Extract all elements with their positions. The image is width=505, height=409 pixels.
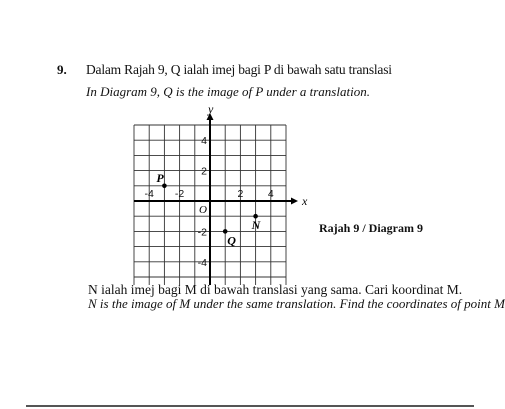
question-text-malay: Dalam Rajah 9, Q ialah imej bagi P di bawah satu translasi: [86, 62, 392, 77]
point-label-n: N: [251, 218, 261, 233]
point-label-p: P: [156, 170, 164, 185]
diagram-caption: Rajah 9 / Diagram 9: [319, 221, 423, 235]
x-axis-arrow: [291, 198, 298, 205]
question-number: 9.: [57, 62, 67, 77]
instruction-english: N is the image of M under the same translation. Find the coordinates of point M: [88, 296, 505, 311]
x-axis-label: x: [302, 194, 308, 208]
y-tick-label: 2: [201, 165, 207, 178]
instruction-malay: N ialah imej bagi M di bawah translasi yang sama. Cari koordinat M.: [88, 282, 463, 297]
x-tick-label: 2: [237, 188, 244, 200]
bottom-rule: [26, 405, 474, 407]
question-text-english: In Diagram 9, Q is the image of P under a translation.: [86, 84, 370, 99]
x-tick-label: -2: [174, 188, 185, 200]
origin-label: O: [199, 204, 207, 216]
x-tick-label: -4: [144, 188, 154, 200]
point-label-q: Q: [227, 233, 236, 248]
y-axis-label: y: [208, 102, 214, 116]
coordinate-diagram: [124, 102, 308, 280]
y-tick-label: 4: [201, 135, 207, 148]
x-tick-label: 4: [267, 188, 274, 200]
y-tick-label: -2: [197, 226, 207, 239]
y-tick-label: -4: [197, 256, 207, 269]
